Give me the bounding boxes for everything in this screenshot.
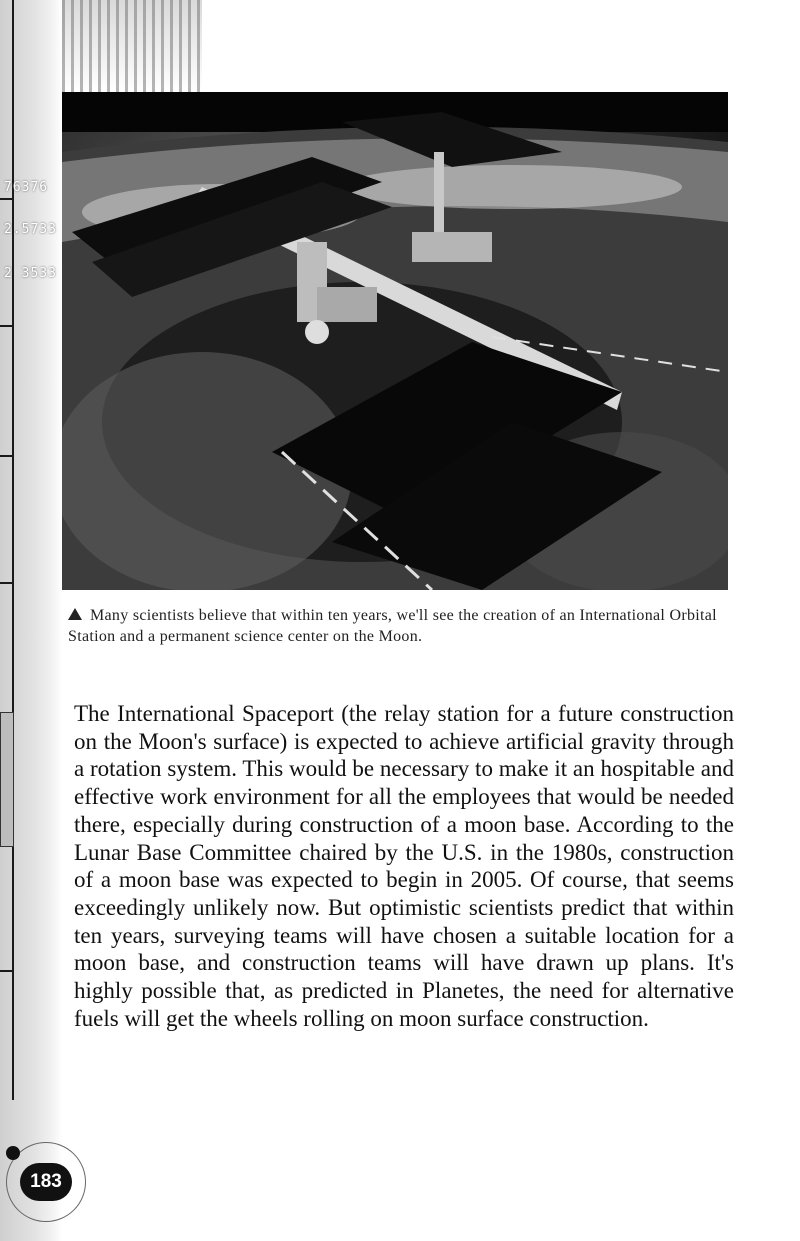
space-station-photo: [62, 92, 728, 590]
header-glitch-graphic: [62, 0, 202, 92]
side-rule: [0, 0, 14, 1100]
side-number: 2 3533: [4, 266, 57, 281]
dot-icon: [6, 1146, 20, 1160]
side-number: 2.5733: [4, 222, 57, 237]
side-number: 76376: [4, 180, 49, 195]
side-tick: [0, 970, 14, 972]
space-station-illustration: [62, 92, 728, 590]
photo-caption: [68, 605, 748, 647]
side-tick: [0, 198, 14, 200]
triangle-up-icon: [68, 608, 82, 620]
side-tick: [0, 325, 14, 327]
side-tick: [0, 455, 14, 457]
body-paragraph: The International Spaceport (the relay station for a future construction on the Moon's surface) is expected to achieve artificial gravity through a rotation system. This would be necessary to make it an hospitable and effective work environment for all the employees that would be needed there, especially during construction of a moon base. According to the Lunar Base Committee chaired by the U.S. in the 1980s, construction of a moon base was expected to begin in 2005. Of course, that seems exceedingly unlikely now. But optimistic scientists predict that within ten years, surveying teams will have chosen a suitable location for a moon base, and construction teams will have drawn up plans. It's highly possible that, as predicted in Planetes, the need for alternative fuels will get the wheels rolling on moon surface construction.: [74, 701, 734, 1031]
page-number: 183: [20, 1163, 72, 1201]
side-tab: [0, 712, 14, 847]
caption-text: Many scientists believe that within ten years, we'll see the creation of an International Orbital Station and a permanent science center on the Moon.: [68, 607, 717, 645]
side-tick: [0, 582, 14, 584]
